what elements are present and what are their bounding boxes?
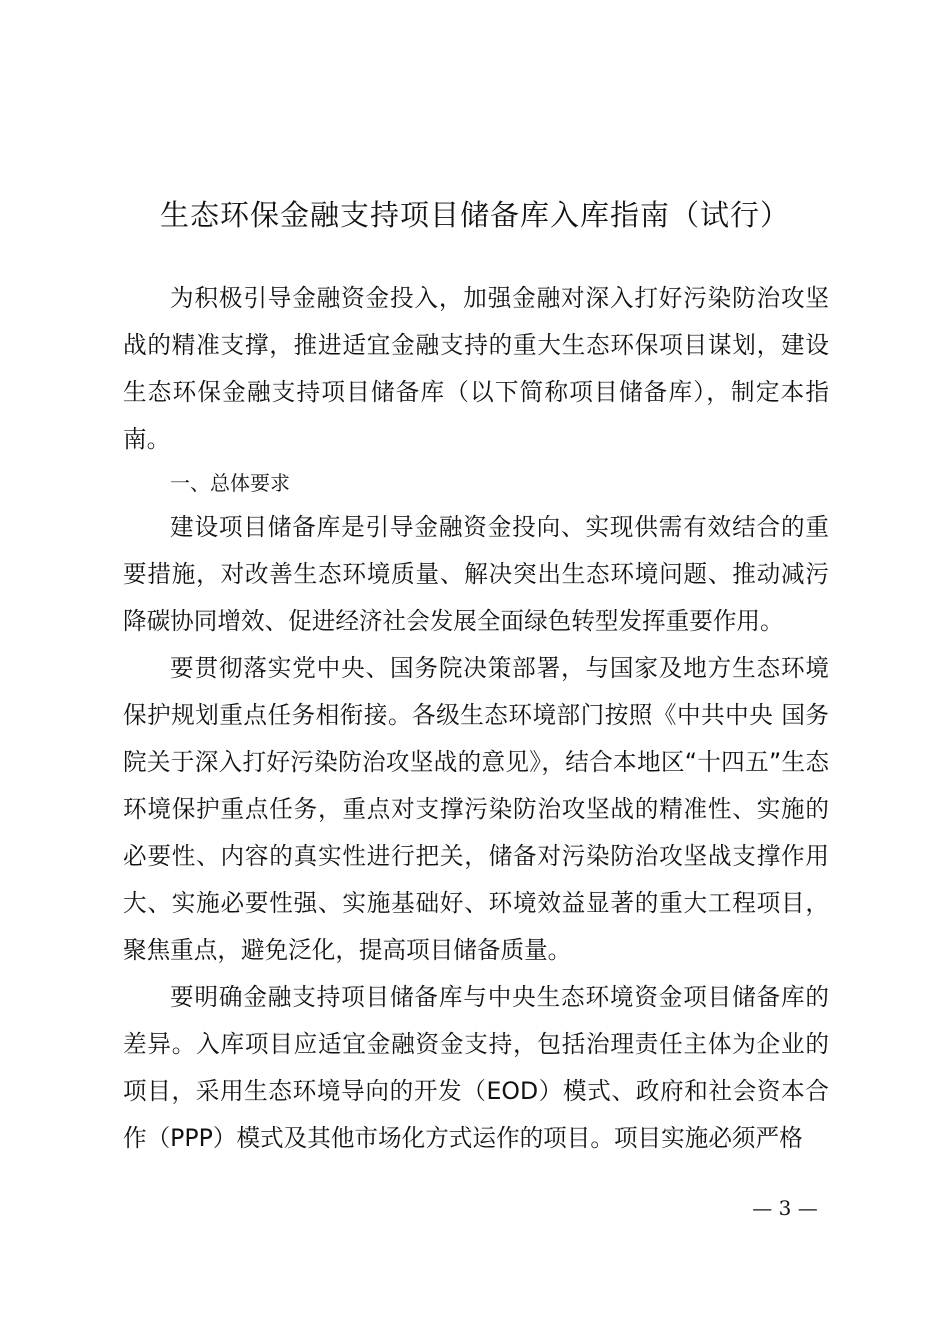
document-title: 生态环保金融支持项目储备库入库指南（试行） <box>159 198 790 232</box>
section-heading-general-requirements: 一、总体要求 <box>170 471 290 495</box>
body-paragraph-1: 建设项目储备库是引导金融资金投向、实现供需有效结合的重要措施，对改善生态环境质量、解决突出生态环境问题、推动减污降碳协同增效、促进经济社会发展全面绿色转型发挥重要作用。 <box>123 513 829 635</box>
body-paragraph-3: 要明确金融支持项目储备库与中央生态环境资金项目储备库的差异。入库项目应适宜金融资金支持，包括治理责任主体为企业的项目，采用生态环境导向的开发（EOD）模式、政府和社会资本合作（PPP）模式及其他市场化方式运作的项目。项目实施必须严格 <box>123 983 829 1152</box>
body-paragraph-2: 要贯彻落实党中央、国务院决策部署，与国家及地方生态环境保护规划重点任务相衔接。各级生态环境部门按照《中共中央 国务院关于深入打好污染防治攻坚战的意见》，结合本地区“十四五”生态环境保护重点任务，重点对支撑污染防治攻坚战的精准性、实施的必要性、内容的真实性进行把关，储备对污染防治攻坚战支撑作用大、实施必要性强、实施基础好、环境效益显著的重大工程项目，聚焦重点，避免泛化，提高项目储备质量。 <box>123 654 829 964</box>
intro-paragraph: 为积极引导金融资金投入，加强金融对深入打好污染防治攻坚战的精准支撑，推进适宜金融支持的重大生态环保项目谋划，建设生态环保金融支持项目储备库（以下简称项目储备库），制定本指南。 <box>123 284 829 453</box>
document-body <box>123 275 829 1162</box>
page-number: — 3 — <box>752 1196 818 1220</box>
